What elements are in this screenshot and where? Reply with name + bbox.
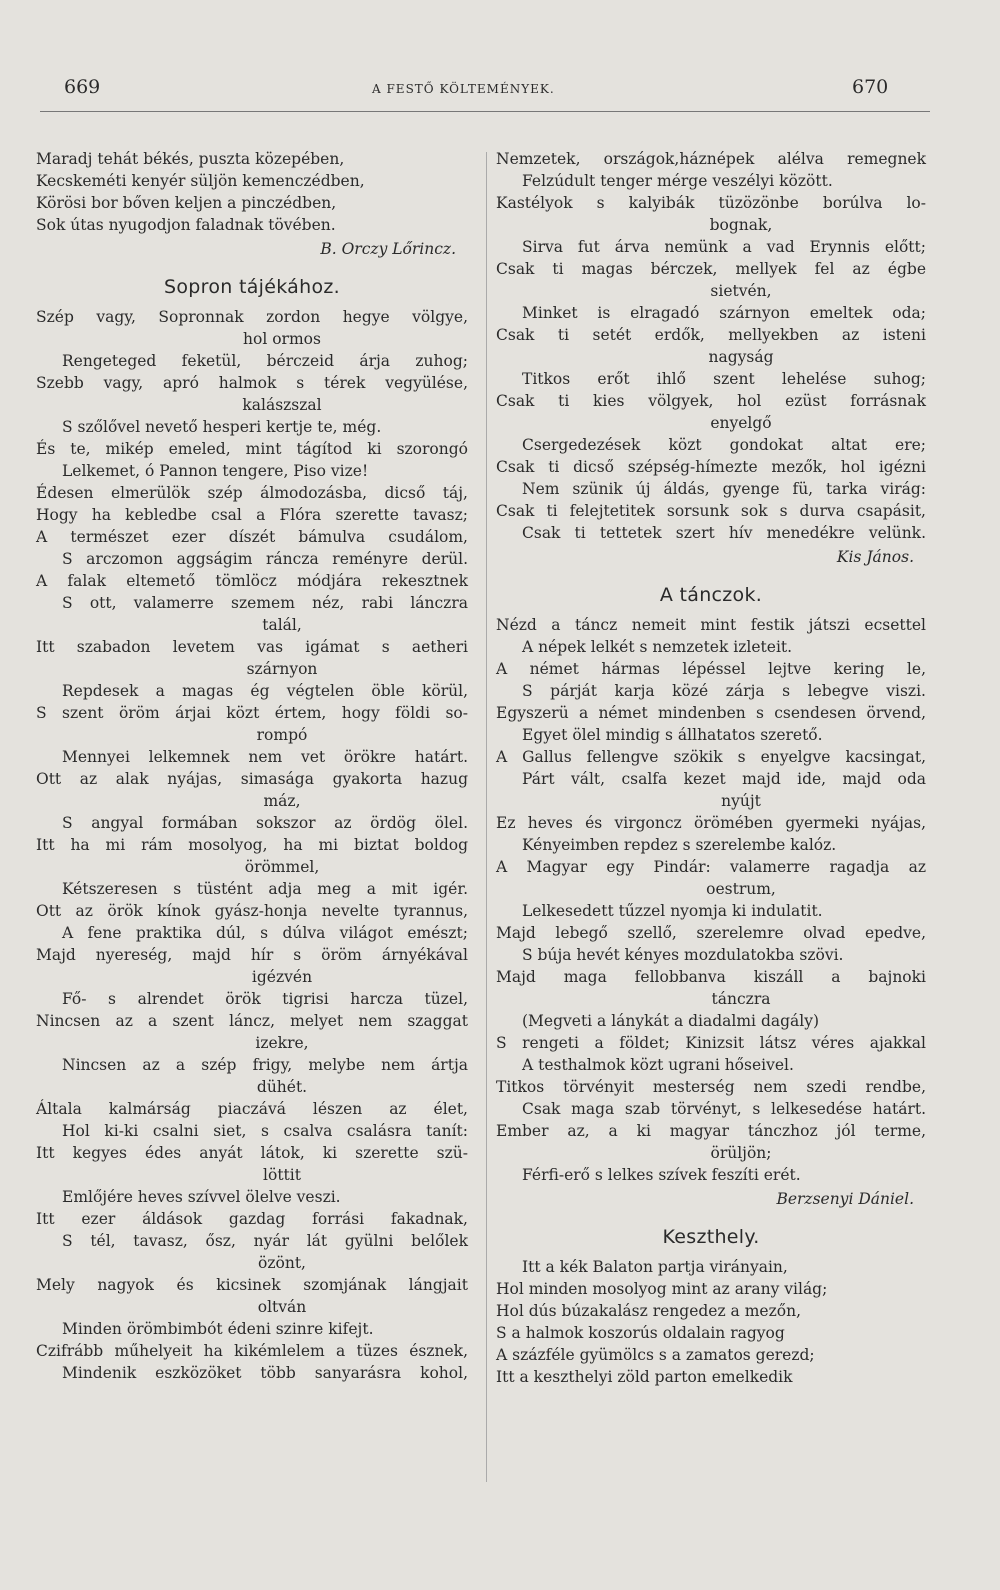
poem-title: Sopron tájékához.	[164, 276, 340, 298]
poem-line: S a halmok koszorús oldalain ragyog	[496, 1324, 785, 1342]
poem-line: Csak ti setét erdők, mellyekben az isteni	[496, 326, 926, 344]
poem-line: Itt a keszthelyi zöld parton emelkedik	[496, 1368, 793, 1386]
page-number-right: 670	[852, 76, 889, 98]
poem-line-continuation: rompó	[256, 726, 308, 744]
poem-line-continuation: tánczra	[711, 990, 771, 1008]
poem-line: És te, mikép emeled, mint tágítod ki szorongó	[36, 440, 468, 458]
left-column	[36, 148, 468, 1384]
poem-line-continuation: örömmel,	[244, 858, 320, 876]
poem-line-continuation: hol ormos	[243, 330, 321, 348]
poem-line: S tél, tavasz, ősz, nyár lát gyülni belőlek	[62, 1232, 468, 1250]
poem-line: Férfi-erő s lelkes szívek feszíti erét.	[522, 1166, 801, 1184]
poem-line: Csak ti felejtetitek sorsunk sok s durva csapásit,	[496, 502, 926, 520]
poem-line-continuation: nyújt	[721, 792, 761, 810]
poem-line: Nézd a táncz nemeit mint festik játszi ecsettel	[496, 616, 926, 634]
poem-line-continuation: máz,	[263, 792, 301, 810]
poem-line: Nem szünik új áldás, gyenge fü, tarka virág:	[522, 480, 926, 498]
poem-line: Minket is elragadó szárnyon emeltek oda;	[522, 304, 926, 322]
poem-line-continuation: dühét.	[256, 1078, 308, 1096]
poem-line: Titkos erőt ihlő szent lehelése suhog;	[522, 370, 926, 388]
poem-line: Csak ti kies völgyek, hol ezüst forrásnak	[496, 392, 926, 410]
poem-line: Itt ha mi rám mosolyog, ha mi biztat boldog	[36, 836, 468, 854]
poem-line: Kétszeresen s tüstént adja meg a mit igér.	[62, 880, 468, 898]
poem-line: Czifrább műhelyeit ha kikémlelem a tüzes észnek,	[36, 1342, 468, 1360]
poem-line: Mely nagyok és kicsinek szomjának lángjait	[36, 1276, 468, 1294]
poem-line: Sok útas nyugodjon faladnak tövében.	[36, 216, 336, 234]
poem-line-continuation: nagyság	[708, 348, 774, 366]
poem-line: Majd nyereség, majd hír s öröm árnyékával	[36, 946, 468, 964]
poem-line: Mindenik eszközöket több sanyarásra kohol,	[62, 1364, 468, 1382]
right-column	[496, 148, 926, 1388]
poem-title: Keszthely.	[662, 1226, 760, 1248]
poem-line-continuation: sietvén,	[710, 282, 772, 300]
poem-line: Itt a kék Balaton partja virányain,	[522, 1258, 788, 1276]
poem-line: Csak ti tettetek szert hív menedékre velünk.	[522, 524, 926, 542]
poem-line-continuation: oltván	[257, 1298, 307, 1316]
poem-line: Itt kegyes édes anyát látok, ki szerette szü-	[36, 1144, 468, 1162]
poem-line-continuation: izekre,	[255, 1034, 309, 1052]
poem-line: A Gallus fellengve szökik s enyelgve kacsingat,	[496, 748, 926, 766]
poem-line: S rengeti a földet; Kinizsit látsz véres ajakkal	[496, 1034, 926, 1052]
poem-line-continuation: kalászszal	[242, 396, 322, 414]
poem-line: S szent öröm árjai közt értem, hogy földi so-	[36, 704, 468, 722]
poem-line: Hogy ha kebledbe csal a Flóra szerette tavasz;	[36, 506, 468, 524]
poem-line-continuation: enyelgő	[710, 414, 772, 432]
poem-line: Hol ki-ki csalni siet, s csalva csalásra tanít:	[62, 1122, 468, 1140]
poem-line: A népek lelkét s nemzetek izleteit.	[522, 638, 793, 656]
poem-line: Repdesek a magas ég végtelen öble körül,	[62, 682, 468, 700]
poem-author: B. Orczy Lőrincz.	[320, 240, 456, 258]
poem-line: Csak ti dicső szépség-hímezte mezők, hol igézni	[496, 458, 926, 476]
poem-line-continuation: talál,	[262, 616, 302, 634]
poem-line-continuation: igézvén	[251, 968, 313, 986]
poem-line: Titkos törvényit mesterség nem szedi rendbe,	[496, 1078, 926, 1096]
poem-line: Fő- s alrendet örök tigrisi harcza tüzel,	[62, 990, 468, 1008]
page-number-left: 669	[64, 76, 101, 98]
poem-line: Ez heves és virgoncz örömében gyermeki nyájas,	[496, 814, 926, 832]
poem-line: A százféle gyümölcs s a zamatos gerezd;	[496, 1346, 815, 1364]
poem-line: Egyet ölel mindig s állhatatos szerető.	[522, 726, 823, 744]
poem-line: Általa kalmárság piaczává lészen az élet,	[36, 1100, 468, 1118]
poem-line: Szép vagy, Sopronnak zordon hegye völgye,	[36, 308, 468, 326]
poem-line: Mennyei lelkemnek nem vet örökre határt.	[62, 748, 468, 766]
poem-line: Kastélyok s kalyibák tüzözönbe borúlva lo-	[496, 194, 926, 212]
poem-line: Nincsen az a szép frigy, melybe nem ártja	[62, 1056, 468, 1074]
poem-author: Kis János.	[836, 548, 914, 566]
poem-line: Nincsen az a szent láncz, melyet nem szaggat	[36, 1012, 468, 1030]
running-title: A FESTŐ KÖLTEMÉNYEK.	[372, 82, 555, 96]
poem-line-continuation: löttit	[263, 1166, 301, 1184]
poem-line: Csergedezések közt gondokat altat ere;	[522, 436, 926, 454]
poem-line: Ott az örök kínok gyász-honja nevelte tyrannus,	[36, 902, 468, 920]
poem-line: S ott, valamerre szemem néz, rabi lánczra	[62, 594, 468, 612]
poem-line: Körösi bor bőven keljen a pinczédben,	[36, 194, 337, 212]
poem-line: A német hármas lépéssel lejtve kering le,	[496, 660, 926, 678]
poem-line: Egyszerü a német mindenben s csendesen örvend,	[496, 704, 926, 722]
poem-line: Itt ezer áldások gazdag forrási fakadnak,	[36, 1210, 468, 1228]
poem-line-continuation: oestrum,	[706, 880, 776, 898]
poem-line: Minden örömbimbót édeni szinre kifejt.	[62, 1320, 374, 1338]
poem-line: S párját karja közé zárja s lebegve viszi.	[522, 682, 926, 700]
poem-line-continuation: örüljön;	[710, 1144, 772, 1162]
poem-line: Ember az, a ki magyar tánczhoz jól terme,	[496, 1122, 926, 1140]
poem-line: A testhalmok közt ugrani hőseivel.	[522, 1056, 794, 1074]
poem-line: Párt vált, csalfa kezet majd ide, majd oda	[522, 770, 926, 788]
poem-line: A természet ezer díszét bámulva csudálom,	[36, 528, 468, 546]
poem-line: Kecskeméti kenyér süljön kemenczédben,	[36, 172, 365, 190]
poem-line: Emlőjére heves szívvel ölelve veszi.	[62, 1188, 341, 1206]
poem-line: Csak ti magas bérczek, mellyek fel az égbe	[496, 260, 926, 278]
poem-line: Hol minden mosolyog mint az arany világ;	[496, 1280, 828, 1298]
poem-line: (Megveti a lánykát a diadalmi dagály)	[522, 1012, 820, 1030]
poem-line: Sirva fut árva nemünk a vad Erynnis előtt;	[522, 238, 926, 256]
poem-line: Ott az alak nyájas, simasága gyakorta hazug	[36, 770, 468, 788]
poem-line: Rengeteged feketül, bérczeid árja zuhog;	[62, 352, 468, 370]
poem-line: Nemzetek, országok,háznépek alélva remegnek	[496, 150, 926, 168]
poem-line: Felzúdult tenger mérge veszélyi között.	[522, 172, 833, 190]
poem-line: S búja hevét kényes mozdulatokba szövi.	[522, 946, 844, 964]
poem-line: S arczomon aggságim ráncza reményre derül.	[62, 550, 468, 568]
poem-line: Lelkemet, ó Pannon tengere, Piso vize!	[62, 462, 369, 480]
poem-line: S angyal formában sokszor az ördög ölel.	[62, 814, 468, 832]
poem-line: A fene praktika dúl, s dúlva világot emészt;	[62, 924, 468, 942]
poem-line: Kényeimben repdez s szerelembe kalóz.	[522, 836, 837, 854]
poem-author: Berzsenyi Dániel.	[776, 1190, 914, 1208]
poem-line-continuation: bognak,	[709, 216, 773, 234]
poem-line-continuation: özönt,	[258, 1254, 306, 1272]
poem-line: Lelkesedett tűzzel nyomja ki indulatit.	[522, 902, 823, 920]
poem-title: A tánczok.	[659, 584, 763, 606]
poem-line: Szebb vagy, apró halmok s térek vegyülése,	[36, 374, 468, 392]
column-divider	[486, 152, 487, 1482]
poem-line: Majd maga fellobbanva kiszáll a bajnoki	[496, 968, 926, 986]
poem-line: Hol dús búzakalász rengedez a mezőn,	[496, 1302, 802, 1320]
poem-line: A falak eltemető tömlöcz módjára rekesztnek	[36, 572, 468, 590]
poem-line: A Magyar egy Pindár: valamerre ragadja az	[496, 858, 926, 876]
poem-line: S szőlővel nevető hesperi kertje te, még.	[62, 418, 382, 436]
poem-line: Itt szabadon levetem vas igámat s aetheri	[36, 638, 468, 656]
poem-line: Majd lebegő szellő, szerelemre olvad epedve,	[496, 924, 926, 942]
poem-line: Csak maga szab törvényt, s lelkesedése határt.	[522, 1100, 926, 1118]
poem-line: Maradj tehát békés, puszta közepében,	[36, 150, 345, 168]
poem-line: Édesen elmerülök szép álmodozásba, dicső táj,	[36, 484, 468, 502]
poem-line-continuation: szárnyon	[246, 660, 318, 678]
header-rule	[40, 111, 930, 112]
